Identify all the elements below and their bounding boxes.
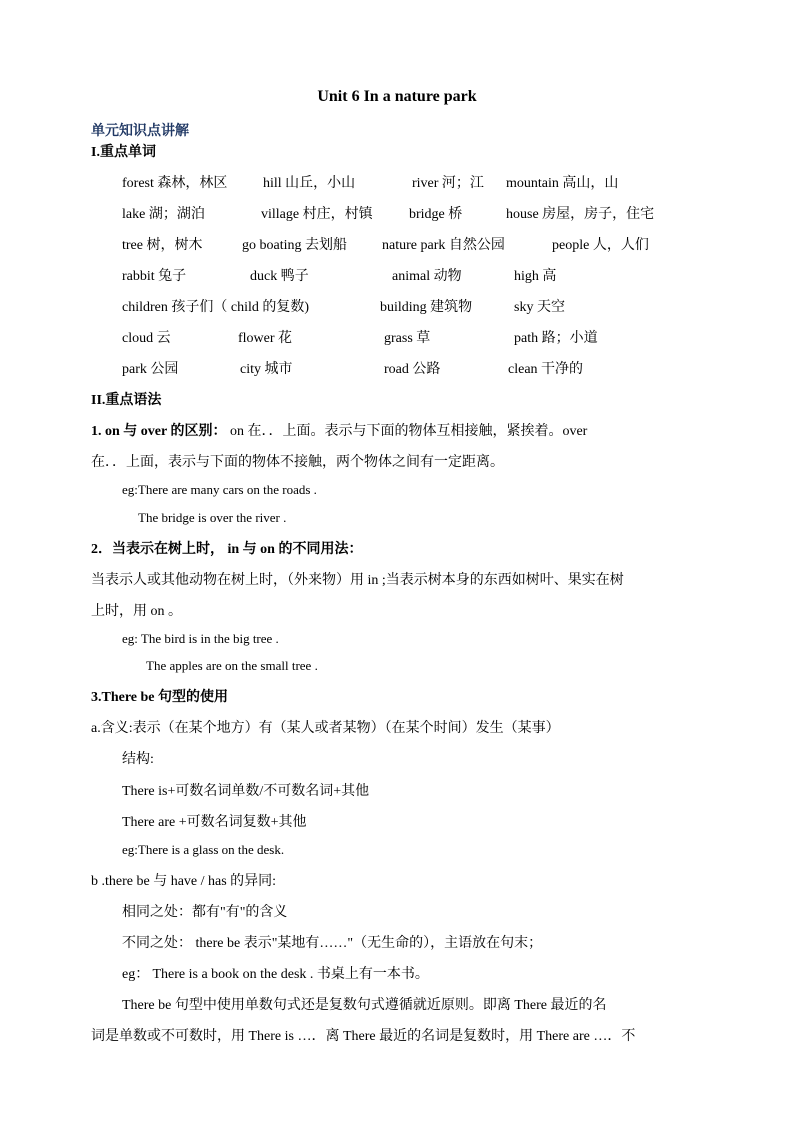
section-grammar-heading: II.重点语法 xyxy=(91,393,162,408)
vocab-item: lake 湖；湖泊 xyxy=(122,207,205,222)
grammar-point-1-text-cont: 在．．上面，表示与下面的物体不接触，两个物体之间有一定距离。 xyxy=(91,455,504,470)
vocab-item: flower 花 xyxy=(238,331,293,346)
vocab-item: animal 动物 xyxy=(392,269,462,284)
vocab-item: house 房屋，房子，住宅 xyxy=(506,207,655,222)
vocab-item: village 村庄，村镇 xyxy=(261,207,373,222)
vocab-item: cloud 云 xyxy=(122,331,171,346)
vocab-item: bridge 桥 xyxy=(409,207,463,222)
grammar-point-3-meaning: a.含义:表示（在某个地方）有（某人或者某物）（在某个时间）发生（某事） xyxy=(91,721,560,736)
section-key-words-heading: I.重点单词 xyxy=(91,145,156,160)
vocab-item: park 公园 xyxy=(122,362,179,377)
vocab-item: high 高 xyxy=(514,269,557,284)
vocab-item: children 孩子们（ child 的复数) xyxy=(122,300,310,315)
vocab-item: city 城市 xyxy=(240,362,293,377)
structure-label: 结构: xyxy=(122,752,154,767)
vocab-item: rabbit 兔子 xyxy=(122,269,187,284)
unit-heading: 单元知识点讲解 xyxy=(91,124,189,139)
vocab-item: sky 天空 xyxy=(514,300,565,315)
example-sentence: The apples are on the small tree . xyxy=(146,658,318,673)
structure-rule: There are +可数名词复数+其他 xyxy=(122,815,307,830)
proximity-rule-text-cont: 词是单数或不可数时，用 There is …．离 There 最近的名词是复数时，用 There are …．不 xyxy=(91,1029,636,1044)
vocab-item: building 建筑物 xyxy=(380,300,473,315)
vocab-item: people 人，人们 xyxy=(552,238,649,253)
vocab-item: tree 树，树木 xyxy=(122,238,203,253)
vocab-item: road 公路 xyxy=(384,362,441,377)
grammar-point-2-text-cont: 上时，用 on 。 xyxy=(91,604,182,619)
grammar-point-3-title xyxy=(91,686,228,706)
vocab-item: grass 草 xyxy=(384,331,431,346)
vocab-item: mountain 高山，山 xyxy=(506,176,619,191)
comparison-heading: b .there be 与 have / has 的异同: xyxy=(91,874,277,889)
vocab-item: hill 山丘，小山 xyxy=(263,176,356,191)
similarity-text: 相同之处：都有"有"的含义 xyxy=(122,905,288,920)
vocab-item: path 路；小道 xyxy=(514,331,598,346)
vocab-item: clean 干净的 xyxy=(508,362,584,377)
example-sentence: eg:There is a glass on the desk. xyxy=(122,842,285,857)
proximity-rule-text: There be 句型中使用单数句式还是复数句式遵循就近原则。即离 There 最近的名 xyxy=(122,998,607,1013)
grammar-point-1-title: 1. on 与 over 的区别： xyxy=(91,424,227,439)
grammar-point-2-title xyxy=(91,538,362,558)
structure-rule: There is+可数名词单数/不可数名词+其他 xyxy=(122,784,370,799)
example-sentence: The bridge is over the river . xyxy=(138,510,287,525)
page-title: Unit 6 In a nature park xyxy=(317,88,477,105)
vocab-item: river 河；江 xyxy=(412,176,484,191)
difference-text: 不同之处： there be 表示"某地有……"（无生命的），主语放在句末； xyxy=(122,936,543,951)
grammar-point-1 xyxy=(91,420,587,440)
vocab-item: duck 鸭子 xyxy=(250,269,309,284)
vocab-item: go boating 去划船 xyxy=(242,238,347,253)
grammar-point-3-title-text: 3.There be 句型的使用 xyxy=(91,690,229,705)
vocab-item: nature park 自然公园 xyxy=(382,238,505,253)
example-sentence: eg： There is a book on the desk . 书桌上有一本书。 xyxy=(122,967,429,982)
example-sentence: eg:There are many cars on the roads . xyxy=(122,482,317,497)
grammar-point-1-text: on 在．．上面。表示与下面的物体互相接触，紧挨着。over xyxy=(229,424,588,439)
example-sentence: eg: The bird is in the big tree . xyxy=(122,631,279,646)
grammar-point-2-title-text: 2．当表示在树上时， in 与 on 的不同用法： xyxy=(91,542,363,557)
vocab-item: forest 森林，林区 xyxy=(122,176,228,191)
grammar-point-2-text: 当表示人或其他动物在树上时，（外来物）用 in ;当表示树本身的东西如树叶、果实在树 xyxy=(91,573,624,588)
